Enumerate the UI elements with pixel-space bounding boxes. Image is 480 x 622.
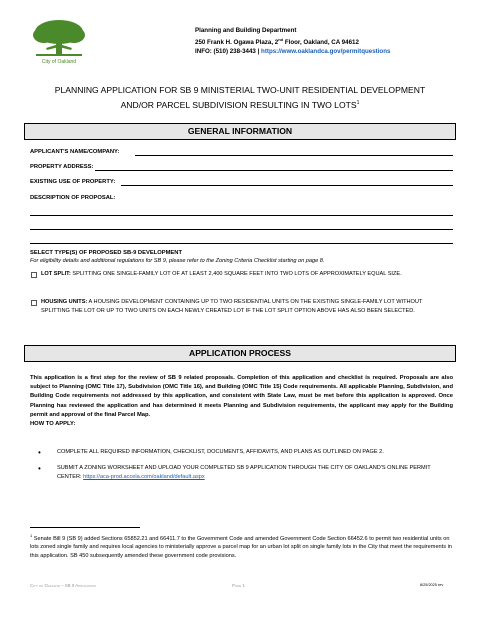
logo-caption: City of Oakland — [41, 59, 77, 65]
how-to-apply-label: HOW TO APPLY: — [30, 421, 76, 428]
housing-units-title: HOUSING UNITS: — [41, 299, 88, 305]
applicant-name-field[interactable] — [135, 155, 453, 156]
lot-split-checkbox[interactable] — [31, 272, 37, 278]
how-to-step-1: COMPLETE ALL REQUIRED INFORMATION, CHECKLIST, DOCUMENTS, AFFIDAVITS, AND PLANS AS OUTLINED ON PAGE 2. — [57, 449, 384, 455]
select-type-note: For eligibility details and additional regulations for SB 9, please refer to the Zoning Criteria Checklist starting on page 8. — [30, 258, 325, 264]
description-line-1[interactable] — [30, 215, 453, 216]
department-address: 250 Frank H. Ogawa Plaza, 2nd Floor, Oakland, CA 94612 — [195, 37, 359, 47]
city-of-oakland-oak-tree-logo — [30, 18, 88, 58]
property-address-label: PROPERTY ADDRESS: — [30, 164, 94, 170]
permit-questions-link[interactable]: https://www.oaklandca.gov/permitquestions — [261, 48, 391, 56]
bullet-point: • — [38, 448, 41, 457]
existing-use-label: EXISTING USE OF PROPERTY: — [30, 179, 116, 185]
lot-split-title: LOT SPLIT: — [41, 271, 71, 277]
existing-use-field[interactable] — [121, 185, 453, 186]
description-label: DESCRIPTION OF PROPOSAL: — [30, 195, 116, 201]
general-information-heading: GENERAL INFORMATION — [24, 123, 456, 140]
process-paragraph: This application is a first step for the review of SB 9 related proposals. Completion of this application and checklist is required. Proposals are also subject to Planning (OMC Title 17), Subdivision (OMC Title 16), and Building (OMC Title 15) Code requirements. All applicable Planning, Subdivision, and Building Code requirements not addressed by this application, and consistent with State Law, must be met before this application is approved. Once Planning has reviewed the application and has determined it meets Planning and Subdivision requirements, the applicant may apply for the Building permit and approval of the final Parcel Map. HOW TO APPLY: — [30, 374, 453, 429]
footer-page-number: Page 1 — [232, 583, 245, 588]
bullet-point: • — [38, 464, 41, 473]
description-line-3[interactable] — [30, 243, 453, 244]
description-line-2[interactable] — [30, 229, 453, 230]
lot-split-option: LOT SPLIT: SPLITTING ONE SINGLE-FAMILY LOT OF AT LEAST 2,400 SQUARE FEET INTO TWO LOTS OF APPROXIMATELY EQUAL SIZE. — [41, 271, 402, 277]
department-contact: INFO: (510) 238-3443 | https://www.oaklandca.gov/permitquestions — [195, 48, 391, 56]
department-info — [195, 26, 390, 56]
footer-revision-date: 8/25/2025 rev — [420, 583, 444, 587]
online-permit-center-link[interactable]: https://aca-prod.accela.com/oakland/default.aspx — [83, 474, 205, 480]
housing-units-option: HOUSING UNITS: A HOUSING DEVELOPMENT CONTAINING UP TO TWO RESIDENTIAL UNITS ON THE EXISTING SINGLE-FAMILY LOT WITHOUT SPLITTING THE LOT OR UP TO TWO UNITS ON EACH NEWLY CREATED LOT IF THE LOT SPLIT OPTION ABOVE HAS ALSO BEEN SELECTED. — [41, 299, 423, 314]
applicant-name-label: APPLICANT'S NAME/COMPANY: — [30, 149, 120, 155]
select-type-label: SELECT TYPE(S) OF PROPOSED SB-9 DEVELOPMENT — [30, 250, 183, 256]
housing-units-checkbox[interactable] — [31, 300, 37, 306]
page-title: PLANNING APPLICATION FOR SB 9 MINISTERIAL TWO-UNIT RESIDENTIAL DEVELOPMENT AND/OR PARCEL SUBDIVISION RESULTING IN TWO LOTS$^1$ — [54, 85, 426, 110]
footnote-divider — [30, 527, 140, 528]
department-name: Planning and Building Department — [195, 27, 297, 34]
application-process-heading: APPLICATION PROCESS — [24, 345, 456, 362]
how-to-step-2: SUBMIT A ZONING WORKSHEET AND UPLOAD YOUR COMPLETED SB 9 APPLICATION THROUGH THE CITY OF OAKLAND'S ONLINE PERMIT CENTER: https://aca-prod.accela.com/oakland/default.aspx — [57, 465, 431, 480]
footnote: $^1$ Senate Bill 9 (SB 9) added Sections 65852.21 and 66411.7 to the Government Code and amended Government Code Section 66452.6 to permit two residential units on lots zoned single family and requires local agencies to ministerially approve a parcel map for an urban lot split on single family lots in the City that meet the requirements in this application. SB 450 subsequently amended these government code provisions. — [30, 533, 452, 560]
property-address-field[interactable] — [95, 170, 453, 171]
footer-document-name: City of Oakland – SB 9 Application — [30, 583, 96, 588]
